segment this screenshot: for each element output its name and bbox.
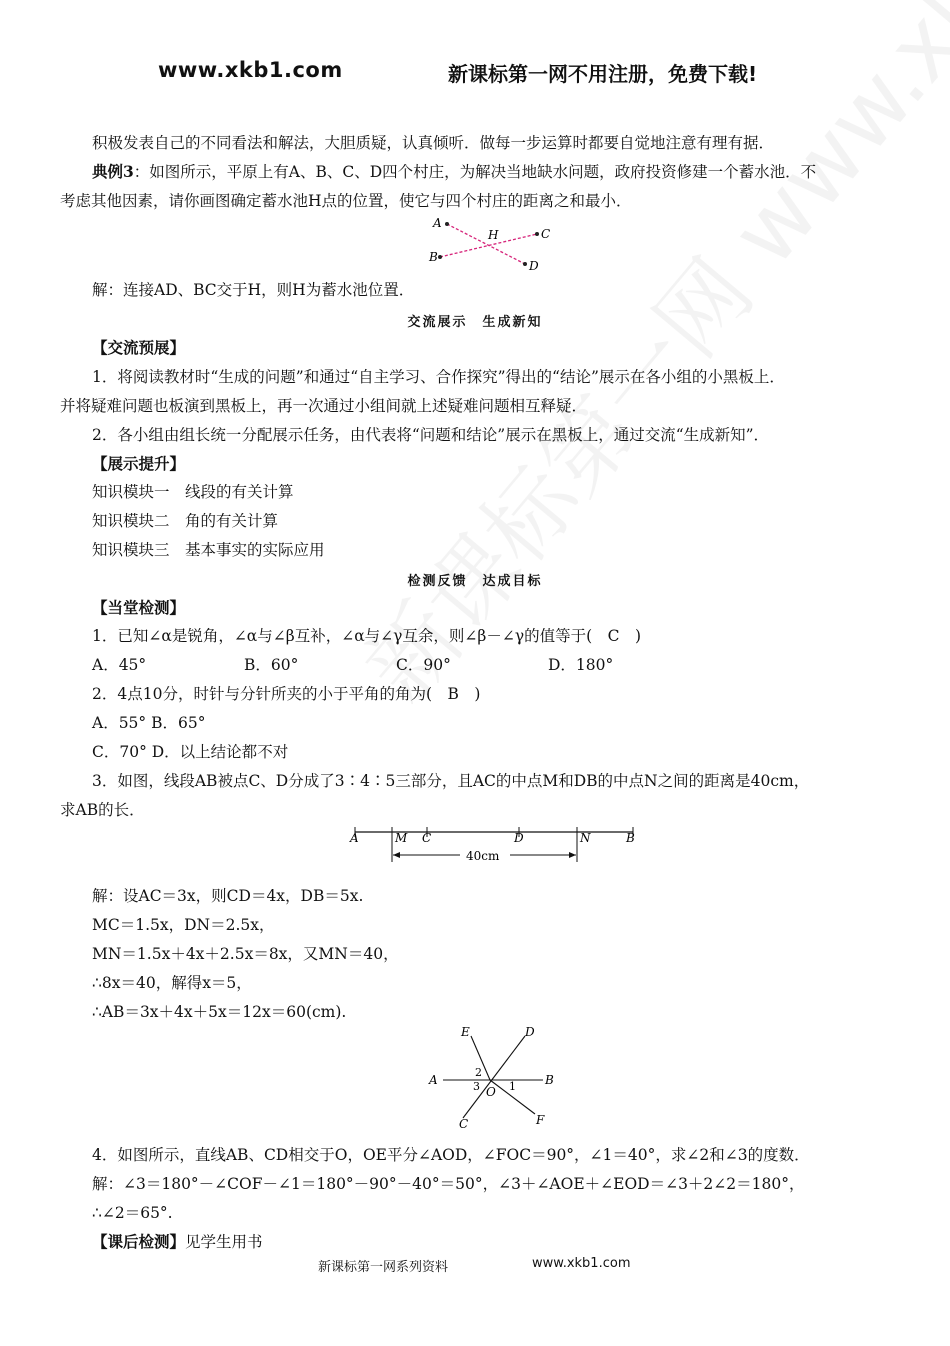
point-b	[438, 255, 442, 259]
display-item-2: 知识模块二 角的有关计算	[92, 512, 279, 530]
label-m: M	[395, 831, 408, 845]
label-n: N	[580, 831, 591, 845]
example3-line1	[92, 162, 816, 182]
distance-label: 40cm	[466, 849, 500, 863]
after-class-text: 见学生用书	[185, 1233, 263, 1251]
test-heading: 【当堂检测】	[92, 598, 186, 617]
example3-line2: 考虑其他因素，请你画图确定蓄水池H点的位置，使它与四个村庄的距离之和最小．	[60, 192, 632, 210]
question-1-option-c: C．90°	[396, 656, 451, 674]
line-cd	[463, 1036, 525, 1118]
header-slogan: 新课标第一网不用注册，免费下载!	[448, 62, 758, 86]
q3-solution-2: MC＝1.5x，DN＝2.5x，	[92, 916, 275, 934]
question-4: 4．如图所示，直线AB、CD相交于O，OE平分∠AOD，∠FOC＝90°，∠1＝40°，求∠2和∠3的度数．	[92, 1146, 810, 1164]
arrowhead-left	[393, 852, 400, 858]
point-c	[535, 232, 539, 236]
label-c-seg: C	[422, 831, 432, 845]
footer-left: 新课标第一网系列资料	[318, 1260, 449, 1275]
display-item-3: 知识模块三 基本事实的实际应用	[92, 541, 325, 559]
example3-label: 典例3	[92, 162, 134, 181]
angle-label-1: 1	[509, 1080, 516, 1093]
exchange-p1b: 并将疑难问题也板演到黑板上，再一次通过小组间就上述疑难问题相互释疑．	[60, 397, 588, 415]
point-d	[523, 262, 527, 266]
question-2: 2．4点10分，时针与分针所夹的小于平角的角为( B )	[92, 685, 481, 703]
watermark	[330, 0, 950, 724]
exchange-p2: 2．各小组由组长统一分配展示任务，由代表将“问题和结论”展示在黑板上，通过交流“生成新知”．	[92, 426, 770, 444]
intro-text: 积极发表自己的不同看法和解法，大胆质疑，认真倾听．做每一步运算时都要自觉地注意有理有据．	[92, 134, 775, 152]
display-heading: 【展示提升】	[92, 454, 186, 473]
label-d-angle: D	[525, 1025, 535, 1039]
question-1-option-d: D．180°	[548, 656, 614, 674]
q4-solution-1: 解：∠3＝180°－∠COF－∠1＝180°－90°－40°＝50°，∠3＋∠AOE＋∠EOD＝∠3＋2∠2＝180°，	[92, 1175, 805, 1193]
line-ad	[447, 224, 525, 264]
label-b: B	[429, 250, 438, 264]
label-b-seg: B	[626, 831, 635, 845]
question-1-option-b: B．60°	[244, 656, 299, 674]
after-class-heading: 【课后检测】	[92, 1232, 186, 1251]
question-1: 1．已知∠α是锐角，∠α与∠β互补，∠α与∠γ互余，则∠β－∠γ的值等于( C )	[92, 627, 642, 645]
footer-url[interactable]: www.xkb1.com	[532, 1256, 631, 1271]
label-h: H	[488, 228, 499, 242]
display-item-1: 知识模块一 线段的有关计算	[92, 483, 294, 501]
label-d: D	[529, 259, 539, 273]
q4-solution-2: ∴∠2＝65°.	[92, 1204, 173, 1222]
section-title-test: 检测反馈 达成目标	[407, 574, 543, 589]
label-b-angle: B	[545, 1073, 554, 1087]
example3-solution: 解：连接AD、BC交于H，则H为蓄水池位置．	[92, 281, 415, 299]
question-2-options-ab: A．55° B．65°	[92, 714, 206, 732]
label-e: E	[461, 1025, 470, 1039]
q3-solution-3: MN＝1.5x＋4x＋2.5x＝8x，又MN＝40，	[92, 945, 399, 963]
label-a: A	[433, 216, 442, 230]
question-2-options-cd: C．70° D．以上结论都不对	[92, 743, 289, 761]
exchange-p1a: 1．将阅读教材时“生成的问题”和通过“自主学习、合作探究”得出的“结论”展示在各小组的小黑板上．	[92, 368, 785, 386]
exchange-heading: 【交流预展】	[92, 338, 186, 357]
village-figure	[425, 212, 565, 274]
question-1-option-a: A．45°	[92, 656, 147, 674]
header-site-url[interactable]: www.xkb1.com	[158, 58, 343, 82]
label-a-angle: A	[429, 1073, 438, 1087]
label-a-seg: A	[350, 831, 359, 845]
q3-solution-5: ∴AB＝3x＋4x＋5x＝12x＝60(cm).	[92, 1003, 347, 1021]
section-title-exchange: 交流展示 生成新知	[407, 315, 543, 330]
label-f: F	[536, 1113, 545, 1127]
arrowhead-right	[569, 852, 576, 858]
example3-text1: ：如图所示，平原上有A、B、C、D四个村庄，为解决当地缺水问题，政府投资修建一个蓄水池．不	[133, 163, 817, 181]
angle-label-3: 3	[473, 1080, 480, 1093]
q3-solution-1: 解：设AC＝3x，则CD＝4x，DB＝5x.	[92, 887, 364, 905]
label-c-angle: C	[459, 1117, 469, 1130]
question-3-line1: 3．如图，线段AB被点C、D分成了3∶4∶5三部分，且AC的中点M和DB的中点N之间的距离是40cm，	[92, 772, 810, 790]
question-3-line2: 求AB的长．	[60, 801, 145, 819]
label-o: O	[486, 1085, 496, 1099]
point-a	[445, 222, 449, 226]
angle-figure	[425, 1022, 565, 1130]
q3-solution-4: ∴8x＝40，解得x＝5，	[92, 974, 252, 992]
after-class-line	[92, 1232, 263, 1252]
label-c: C	[541, 227, 551, 241]
label-d-seg: D	[514, 831, 524, 845]
segment-figure	[345, 822, 645, 870]
angle-label-2: 2	[475, 1066, 482, 1079]
page-header	[0, 58, 950, 88]
